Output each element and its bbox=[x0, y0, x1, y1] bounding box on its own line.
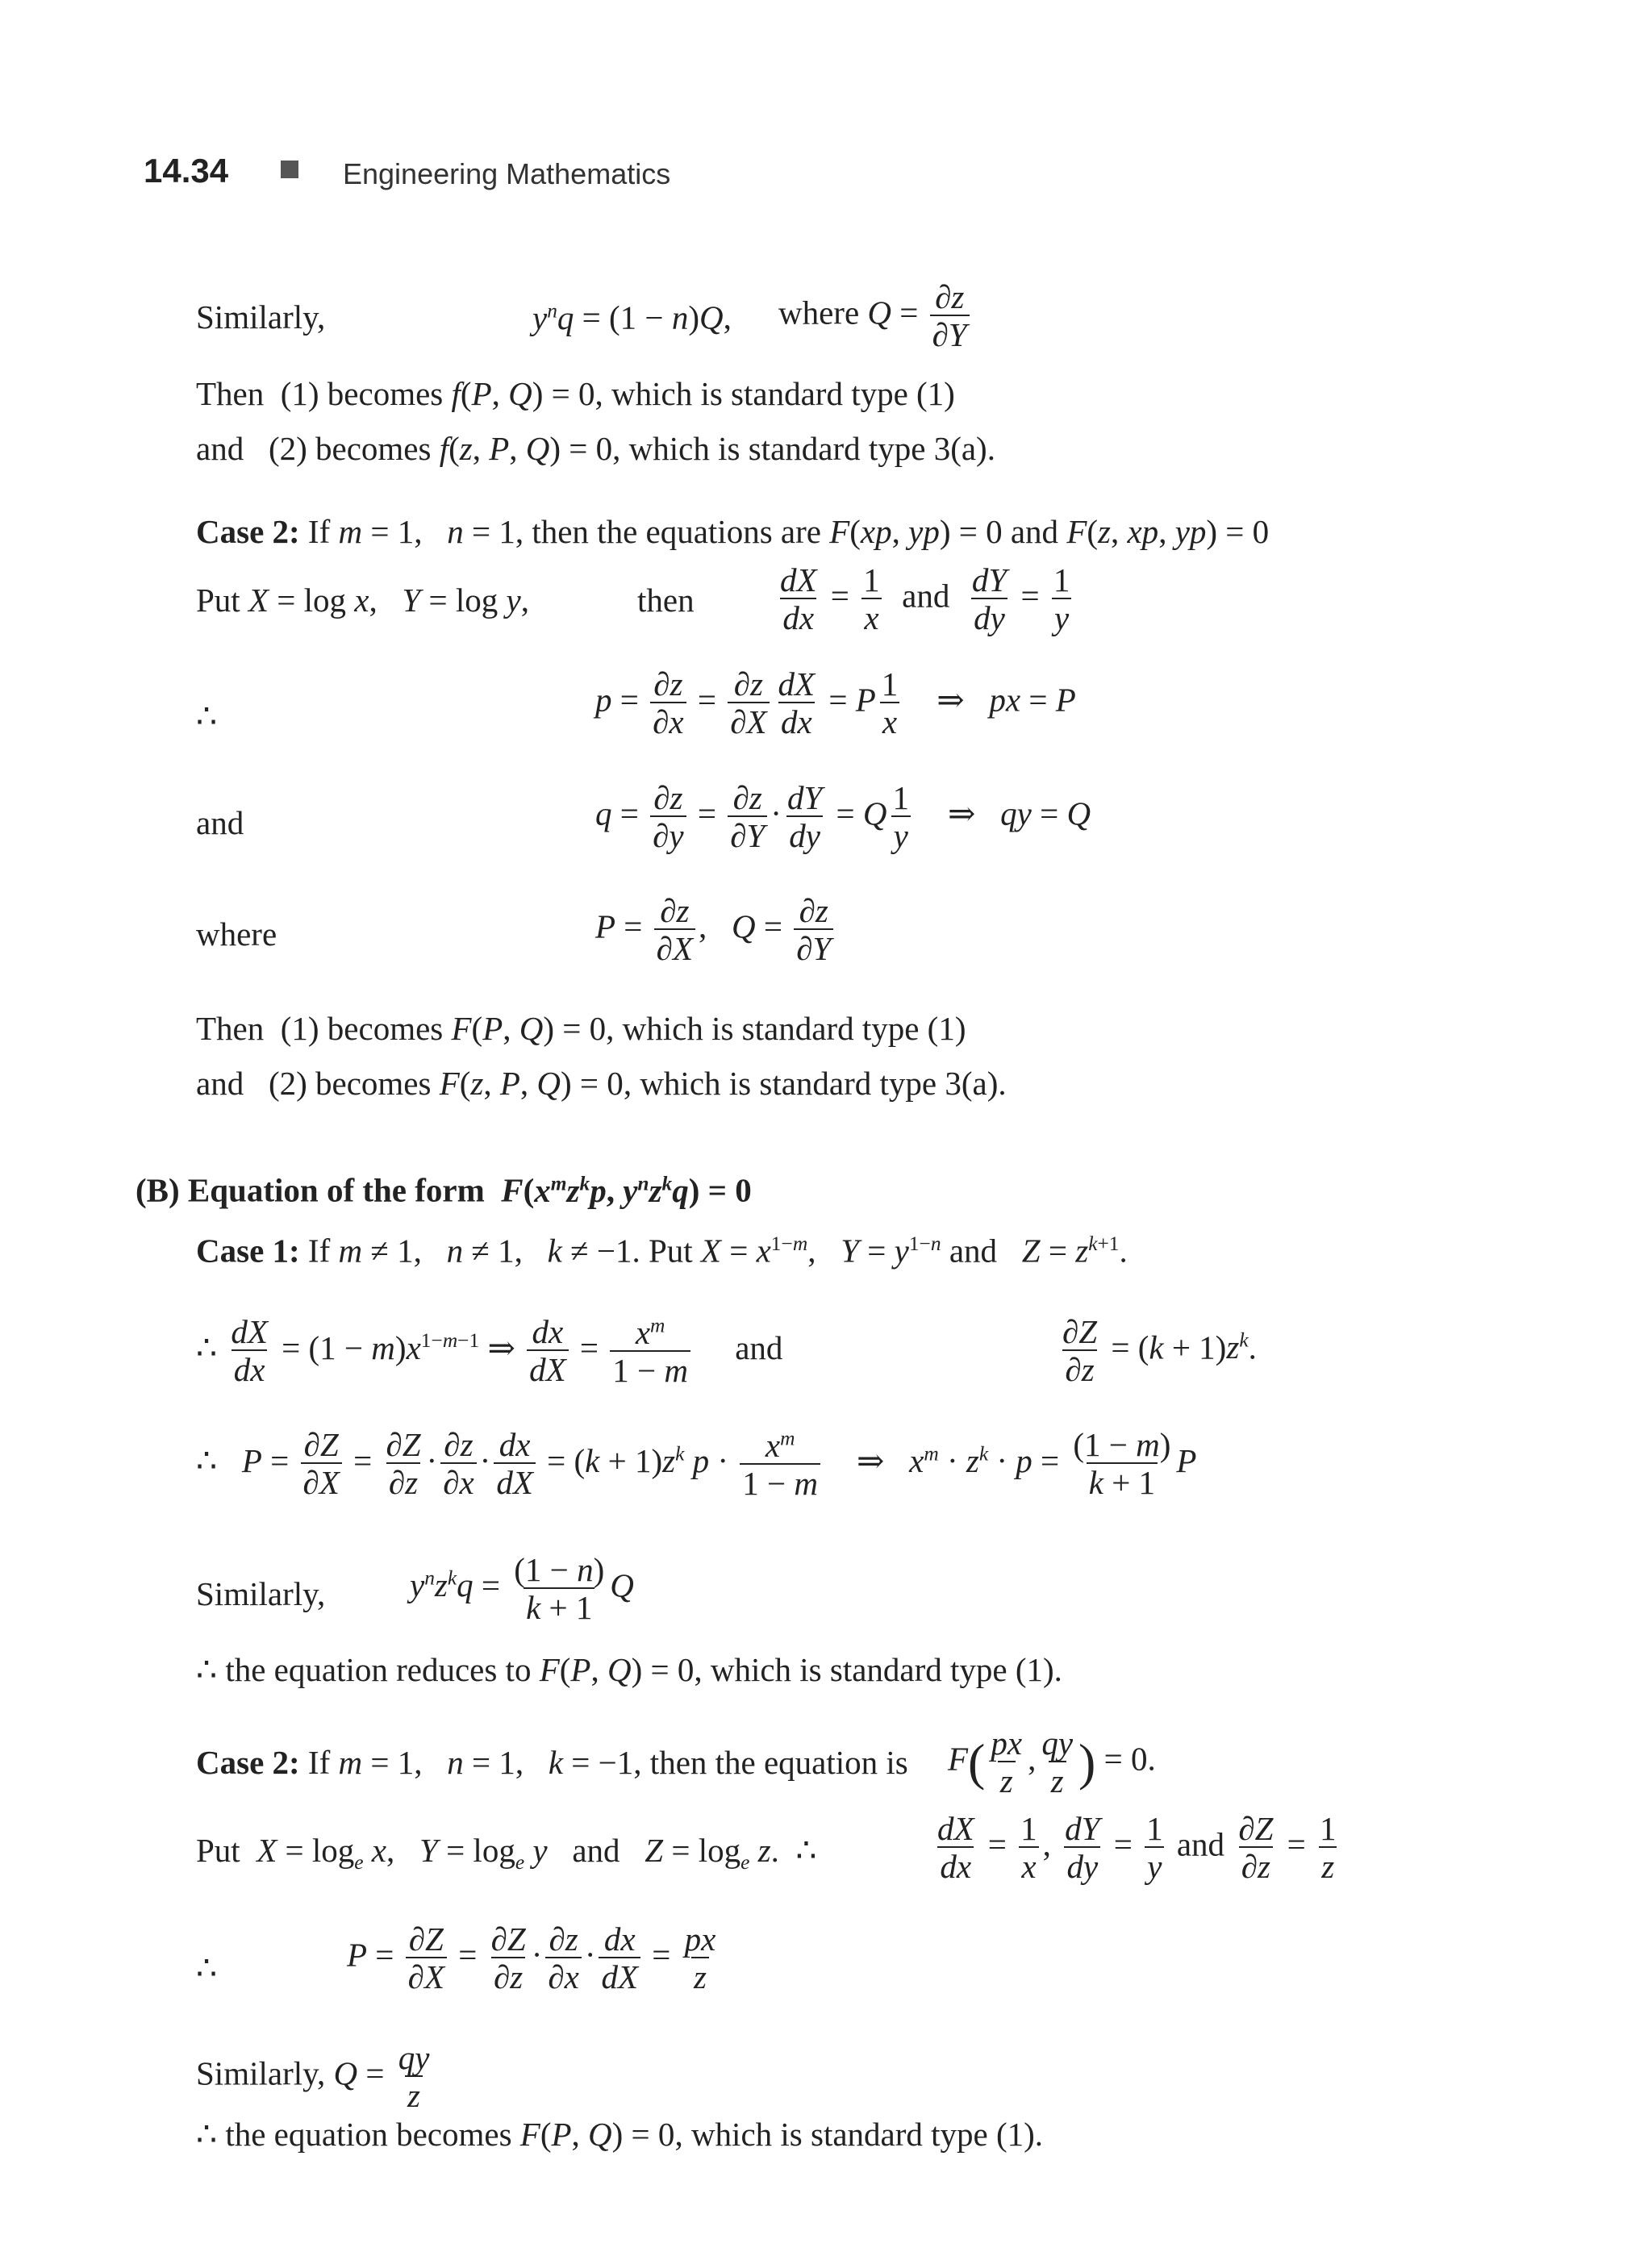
line-reduces: ∴ the equation reduces to F(P, Q) = 0, which is standard type (1). bbox=[196, 1651, 1062, 1688]
line-then-1: Then (1) becomes f(P, Q) = 0, which is standard type (1) bbox=[196, 375, 955, 412]
eq-F-px-qy: F( $\frac{px}{z}$ , $\frac{qy}{z}$ ) = 0. bbox=[948, 1724, 1156, 1800]
label-similarly-2: Similarly, bbox=[196, 1575, 326, 1612]
line-then-F1: Then (1) becomes F(P, Q) = 0, which is standard type (1) bbox=[196, 1010, 966, 1047]
put-log: Put X = log x, Y = log y, bbox=[196, 582, 529, 619]
eq-p: p = $\frac{\partial z}{\partial x}$ = $\frac{\partial z}{\partial X}$ $\frac{dX}{dx}$ = P $\frac{1}{x}$ ⇒ px = P bbox=[595, 665, 1076, 741]
eq-PQ: P = $\frac{\partial z}{\partial X}$ , Q = $\frac{\partial z}{\partial Y}$ bbox=[595, 894, 836, 966]
then-word: then bbox=[637, 582, 695, 619]
therefore-2: ∴ bbox=[196, 1950, 218, 1987]
eq-dZdz: $\frac{\partial Z}{\partial z}$ = $(k + 1)z^k$. bbox=[1062, 1313, 1257, 1389]
eq-derivs-log: $\frac{dX}{dx}$ = $\frac{1}{x}$ , $\frac{dY}{dy}$ = $\frac{1}{y}$ and $\frac{\partial Z}{\partial z}$ = $\frac{1}{z}$ bbox=[937, 1810, 1337, 1886]
line-becomes-end: ∴ the equation becomes F(P, Q) = 0, which is standard type (1). bbox=[196, 2116, 1044, 2153]
line-and-F2: and (2) becomes F(z, P, Q) = 0, which is standard type 3(a). bbox=[196, 1065, 1007, 1102]
where-word: where bbox=[196, 915, 277, 953]
page-number: 14.34 bbox=[144, 152, 229, 190]
header-square-icon bbox=[281, 161, 298, 178]
eq-Q-log: Similarly, Q = $\frac{qy}{z}$ bbox=[196, 2039, 430, 2115]
section-B-heading: (B) Equation of the form $F(x^mz^kp$, $y^nz^kq) = 0$ bbox=[136, 1171, 752, 1209]
eq-P-log: P = $\frac{\partial Z}{\partial X}$ = $\frac{\partial Z}{\partial z}$ · $\frac{\partial z}{\partial x}$ · $\frac{dx}{dX}$ = $\frac{px}{z}$ bbox=[347, 1920, 716, 1996]
label-similarly: Similarly, bbox=[196, 298, 326, 336]
eq-ynq: $y^nq = (1 - n)Q$, bbox=[532, 298, 732, 336]
eq-ynzkq: $y^nz^kq$ = $\frac{(1 - n)}{k + 1}$ Q bbox=[410, 1551, 634, 1627]
put-loge: Put $X = \log_e x$, $Y = \log_e y$ and $Z = \log_e z$. ∴ bbox=[196, 1832, 817, 1874]
case2-line: Case 2: If m = 1, n = 1, then the equations are F(xp, yp) = 0 and F(z, xp, yp) = 0 bbox=[196, 513, 1270, 550]
eq-q: q = $\frac{\partial z}{\partial y}$ = $\frac{\partial z}{\partial Y}$ · $\frac{dY}{dy}$ = Q $\frac{1}{y}$ ⇒ qy = Q bbox=[595, 779, 1091, 855]
eq-dXdx-B: ∴ $\frac{dX}{dx}$ = $(1 - m)x^{1-m-1}$ ⇒ $\frac{dx}{dX}$ = $\frac{x^m}{1 - m}$ and bbox=[196, 1313, 783, 1389]
therefore-1: ∴ bbox=[196, 698, 218, 735]
caseB2-line: Case 2: If m = 1, n = 1, k = −1, then the equation is bbox=[196, 1744, 908, 1781]
eq-where-Q: where Q = $\frac{\partial z}{\partial Y}$ bbox=[778, 280, 973, 352]
and-2: and bbox=[196, 804, 244, 841]
eq-P-B: ∴ P = $\frac{\partial Z}{\partial X}$ = $\frac{\partial Z}{\partial z}$ · $\frac{\partial z}{\partial x}$ · $\frac{dx}{dX}$ = $(k + 1)z^k$ p · $\frac{x^m}{1 - m}$ ⇒ $x^m \cdot z^k \cdot p$ = $\frac{(1 - m)}{k + 1}$ P bbox=[196, 1426, 1197, 1502]
caseB1-line: Case 1: If m ≠ 1, n ≠ 1, k ≠ −1. Put $X = x^{1-m}$, $Y = y^{1-n}$ and $Z = z^{k+1}$. bbox=[196, 1232, 1128, 1270]
book-title: Engineering Mathematics bbox=[343, 157, 671, 190]
line-and-2: and (2) becomes f(z, P, Q) = 0, which is standard type 3(a). bbox=[196, 430, 995, 467]
eq-dXdx: $\frac{dX}{dx}$ = $\frac{1}{x}$ and $\frac{dY}{dy}$ = $\frac{1}{y}$ bbox=[780, 561, 1070, 637]
